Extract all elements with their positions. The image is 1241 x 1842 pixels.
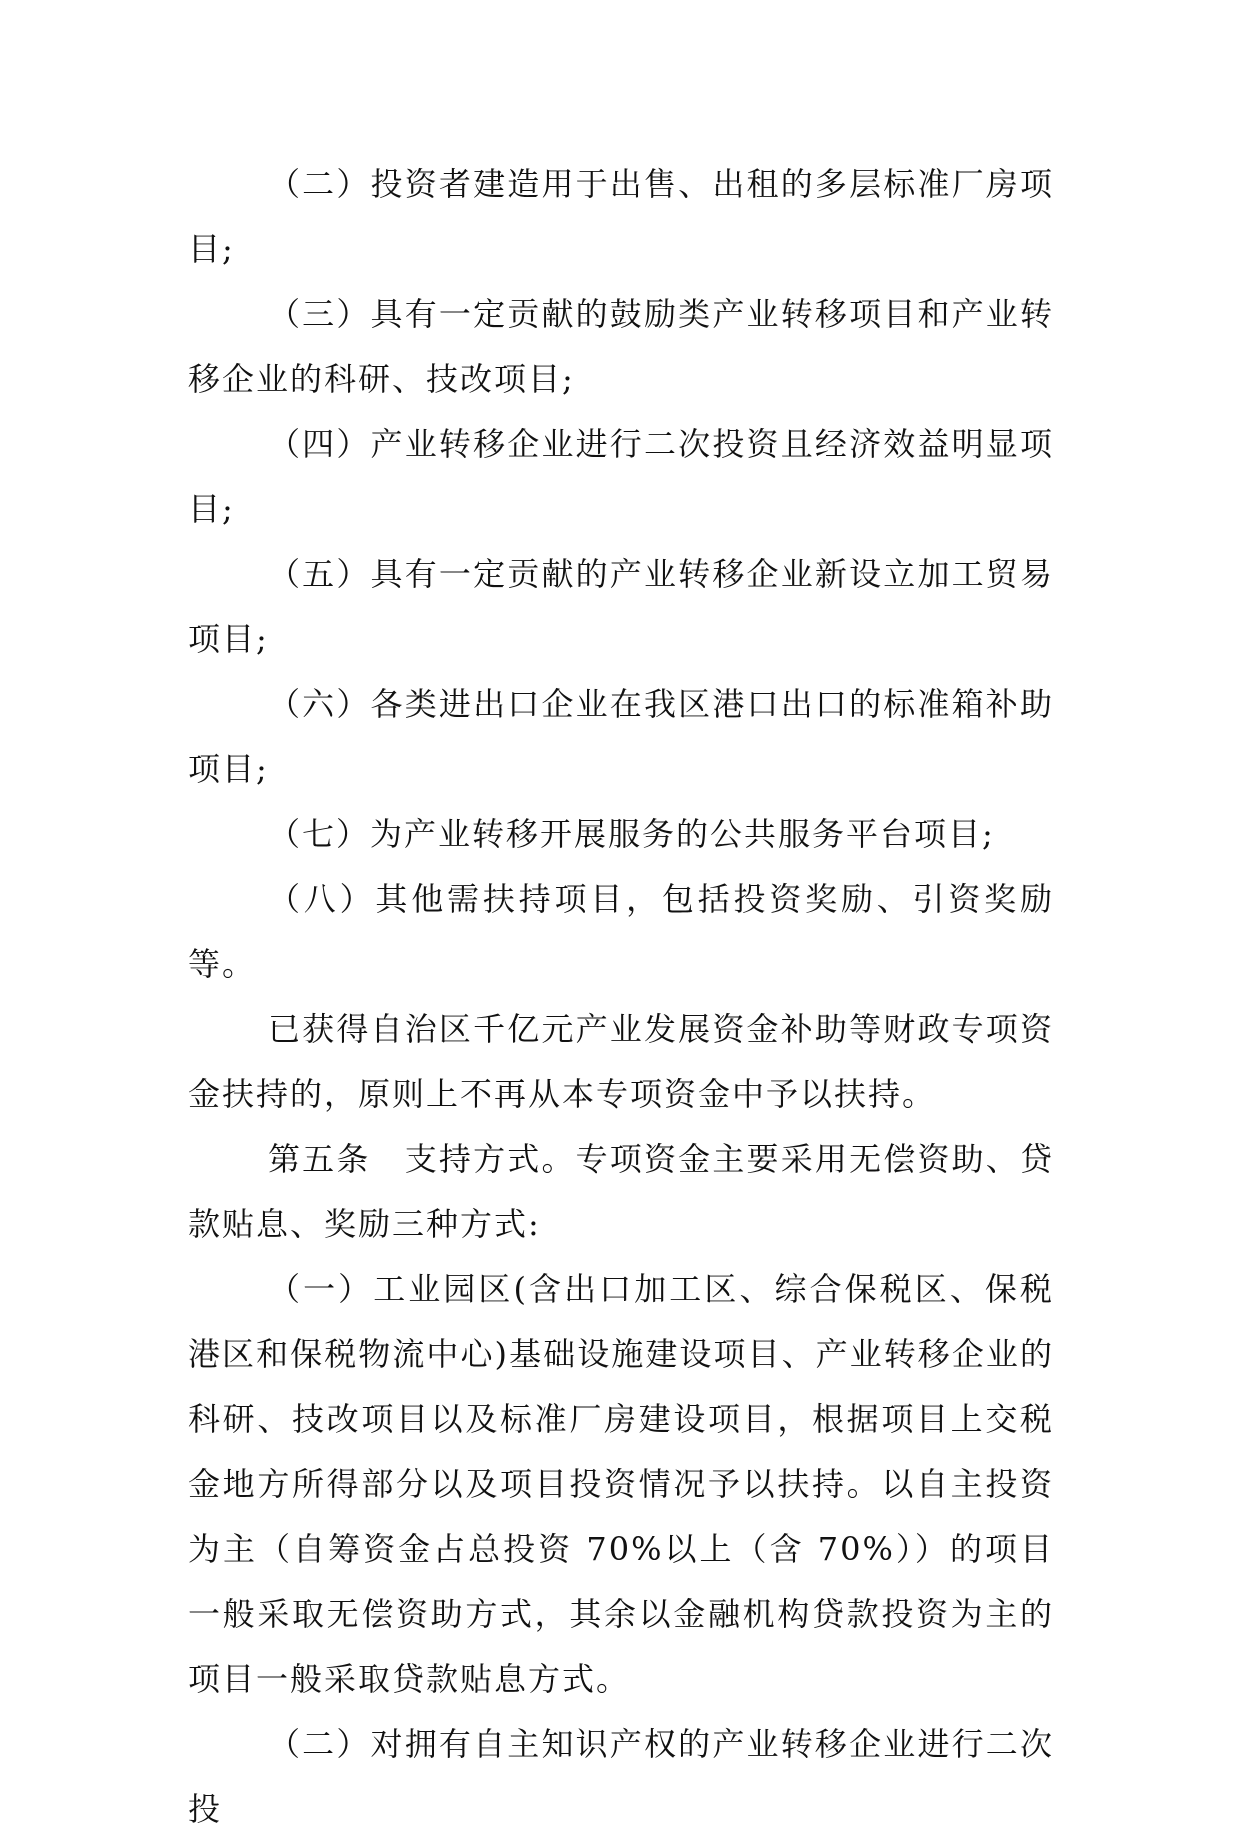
document-body [188, 152, 1054, 1842]
paragraph-item-4: （四）产业转移企业进行二次投资且经济效益明显项目; [188, 425, 1054, 528]
paragraph-item-3: （三）具有一定贡献的鼓励类产业转移项目和产业转移企业的科研、技改项目; [188, 295, 1054, 398]
paragraph-item-6: （六）各类进出口企业在我区港口出口的标准箱补助项目; [188, 685, 1054, 788]
article-5-item-1: （一）工业园区(含出口加工区、综合保税区、保税港区和保税物流中心)基础设施建设项目、产业转移企业的科研、技改项目以及标准厂房建设项目，根据项目上交税金地方所得部分以及项目投资情况予以扶持。以自主投资为主（自筹资金占总投资 70%以上（含 70%））的项目一般采取无偿资助方式，其余以金融机构贷款投资为主的项目一般采取贷款贴息方式。 [188, 1270, 1054, 1698]
paragraph-item-8: （八）其他需扶持项目，包括投资奖励、引资奖励等。 [188, 880, 1054, 983]
paragraph-item-5: （五）具有一定贡献的产业转移企业新设立加工贸易项目; [188, 555, 1054, 658]
article-5-heading: 第五条 支持方式。专项资金主要采用无偿资助、贷款贴息、奖励三种方式: [188, 1140, 1054, 1243]
paragraph-item-2: （二）投资者建造用于出售、出租的多层标准厂房项目; [188, 165, 1054, 268]
paragraph-exclusion-note: 已获得自治区千亿元产业发展资金补助等财政专项资金扶持的，原则上不再从本专项资金中予以扶持。 [188, 1010, 1054, 1113]
paragraph-item-7: （七）为产业转移开展服务的公共服务平台项目; [268, 815, 995, 853]
article-5-item-2: （二）对拥有自主知识产权的产业转移企业进行二次投 [188, 1725, 1054, 1828]
